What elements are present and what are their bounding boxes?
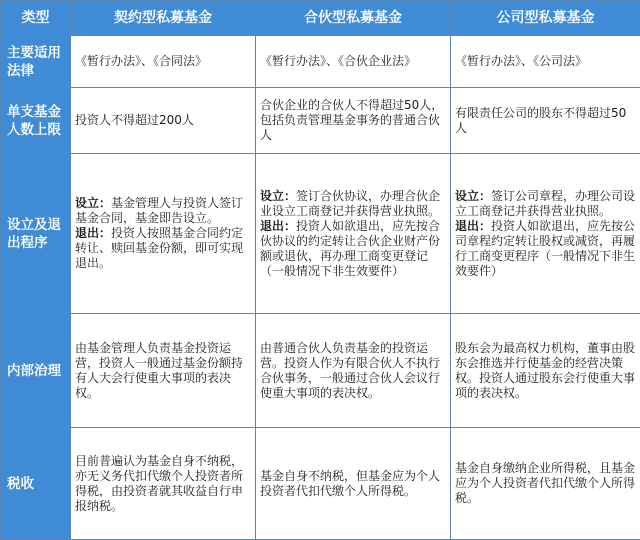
cell-text: 投资人如欲退出，应先按合伙协议的约定转让合伙企业财产份额或退伙，再办理工商变更登记（一般情况下非生效要件） xyxy=(260,219,440,278)
table-cell xyxy=(71,428,256,540)
table-cell xyxy=(71,36,256,88)
cell-paragraph xyxy=(260,189,446,219)
cell-text: 签订公司章程，办理公司设立工商登记并获得营业执照。 xyxy=(455,189,635,218)
table-cell xyxy=(451,88,640,154)
table-cell xyxy=(451,154,640,314)
cell-text: 《暂行办法》、《合同法》 xyxy=(75,54,251,69)
table-cell xyxy=(71,154,256,314)
cell-paragraph xyxy=(260,219,446,279)
cell-text: 《暂行办法》、《合伙企业法》 xyxy=(260,54,446,69)
cell-text: 由基金管理人负责基金投资运营，投资人一般通过基金份额持有人大会行使重大事项的表决权。 xyxy=(75,341,251,401)
table-cell xyxy=(71,88,256,154)
cell-paragraph xyxy=(75,196,251,226)
row-head-setup-exit: 设立及退出程序 xyxy=(1,154,71,314)
cell-text: 基金自身缴纳企业所得税，且基金应为个人投资者代扣代缴个人所得税。 xyxy=(455,461,636,506)
table-cell xyxy=(71,314,256,428)
cell-label: 设立： xyxy=(75,196,111,210)
table-row xyxy=(1,314,640,428)
cell-text: 基金管理人与投资人签订基金合同，基金即告设立。 xyxy=(75,196,243,225)
cell-text: 基金自身不纳税，但基金应为个人投资者代扣代缴个人所得税。 xyxy=(260,469,446,499)
header-company-fund: 公司型私募基金 xyxy=(451,1,640,36)
header-partnership-fund: 合伙型私募基金 xyxy=(256,1,451,36)
cell-text: 股东会为最高权力机构，董事由股东会推选并行使基金的经营决策权。投资人通过股东会行使重大事项的表决权。 xyxy=(455,341,636,401)
cell-text: 签订合伙协议，办理合伙企业设立工商登记并获得营业执照。 xyxy=(260,189,440,218)
cell-text: 《暂行办法》、《公司法》 xyxy=(455,54,636,69)
cell-text: 投资人不得超过200人 xyxy=(75,113,251,128)
row-head-governance: 内部治理 xyxy=(1,314,71,428)
cell-label: 退出： xyxy=(75,226,111,240)
cell-label: 设立： xyxy=(455,189,491,203)
table-row xyxy=(1,428,640,540)
cell-text: 目前普遍认为基金自身不纳税，亦无义务代扣代缴个人投资者所得税，由投资者就其收益自行申报纳税。 xyxy=(75,454,251,514)
table-cell xyxy=(451,314,640,428)
cell-label: 退出： xyxy=(455,219,491,233)
row-head-investor-limit: 单支基金人数上限 xyxy=(1,88,71,154)
cell-text: 投资人如欲退出，应先按公司章程约定转让股权或减资，再履行工商变更程序（一般情况下非生效要件） xyxy=(455,219,635,278)
cell-text: 有限责任公司的股东不得超过50人 xyxy=(455,106,636,136)
table-cell xyxy=(256,428,451,540)
cell-paragraph xyxy=(455,219,636,279)
table-cell xyxy=(256,88,451,154)
table-row xyxy=(1,36,640,88)
cell-label: 设立： xyxy=(260,189,296,203)
header-row xyxy=(1,1,640,36)
table-cell xyxy=(451,36,640,88)
cell-paragraph xyxy=(75,226,251,271)
cell-paragraph xyxy=(455,189,636,219)
cell-text: 投资人按照基金合同约定转让、赎回基金份额，即可实现退出。 xyxy=(75,226,243,270)
row-head-law: 主要适用法律 xyxy=(1,36,71,88)
table-row xyxy=(1,88,640,154)
cell-text: 由普通合伙人负责基金的投资运营。投资人作为有限合伙人不执行合伙事务，一般通过合伙人会议行使重大事项的表决权。 xyxy=(260,341,446,401)
row-head-tax: 税收 xyxy=(1,428,71,540)
table-cell xyxy=(256,314,451,428)
cell-text: 合伙企业的合伙人不得超过50人，包括负责管理基金事务的普通合伙人 xyxy=(260,98,446,143)
table-cell xyxy=(256,154,451,314)
header-contract-fund: 契约型私募基金 xyxy=(71,1,256,36)
table-row xyxy=(1,154,640,314)
table-cell xyxy=(451,428,640,540)
table-cell xyxy=(256,36,451,88)
cell-label: 退出： xyxy=(260,219,296,233)
header-type: 类型 xyxy=(1,1,71,36)
